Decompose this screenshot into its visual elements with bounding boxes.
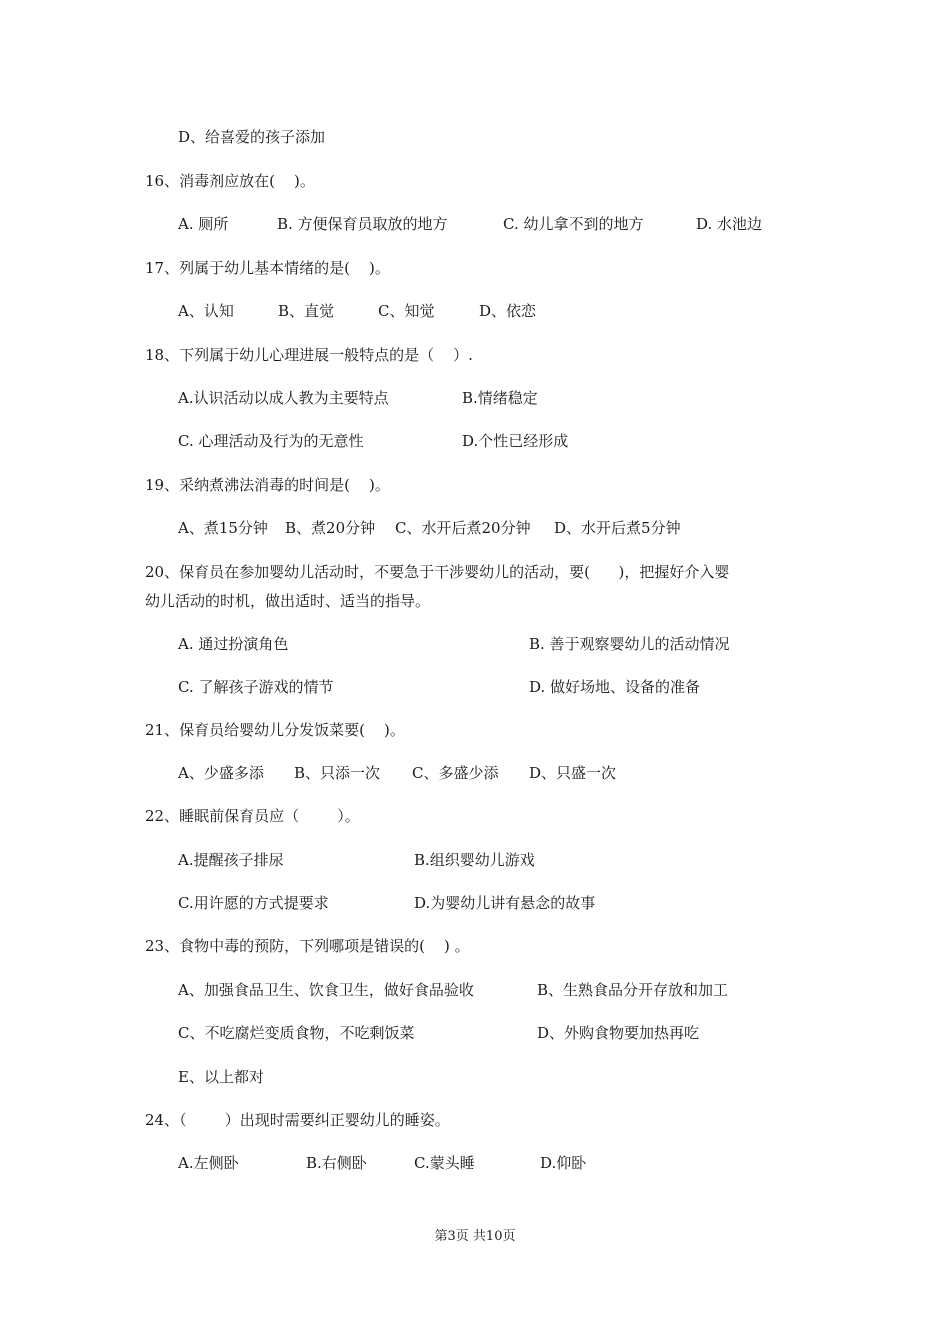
q18-option-b: B.情绪稳定	[462, 389, 538, 407]
question-22: 22、睡眠前保育员应（ ）。	[145, 807, 360, 825]
q23-option-a: A、加强食品卫生、饮食卫生，做好食品验收	[178, 981, 474, 999]
q22-option-b: B.组织婴幼儿游戏	[414, 851, 535, 869]
question-21: 21、保育员给婴幼儿分发饭菜要( )。	[145, 721, 405, 739]
q19-option-c: C、水开后煮20分钟	[395, 519, 531, 537]
q18-option-a: A.认识活动以成人教为主要特点	[178, 389, 389, 407]
q23-option-d: D、外购食物要加热再吃	[537, 1024, 700, 1042]
q24-option-a: A.左侧卧	[178, 1154, 239, 1172]
q20-option-d: D. 做好场地、设备的准备	[529, 678, 701, 696]
q16-option-c: C. 幼儿拿不到的地方	[503, 215, 644, 233]
q23-option-b: B、生熟食品分开存放和加工	[537, 981, 729, 999]
q20-option-a: A. 通过扮演角色	[178, 635, 289, 653]
q16-option-a: A. 厕所	[178, 215, 229, 233]
q20-option-b: B. 善于观察婴幼儿的活动情况	[529, 635, 730, 653]
q22-option-a: A.提醒孩子排尿	[178, 851, 284, 869]
q24-option-d: D.仰卧	[540, 1154, 587, 1172]
q19-option-d: D、水开后煮5分钟	[554, 519, 681, 537]
q23-option-c: C、不吃腐烂变质食物，不吃剩饭菜	[178, 1024, 415, 1042]
q23-option-e: E、以上都对	[178, 1068, 264, 1086]
q22-option-d: D.为婴幼儿讲有悬念的故事	[414, 894, 596, 912]
q20-option-c: C. 了解孩子游戏的情节	[178, 678, 334, 696]
q16-option-b: B. 方便保育员取放的地方	[277, 215, 448, 233]
q15-option-d: D、给喜爱的孩子添加	[178, 128, 326, 146]
q17-option-a: A、认知	[178, 302, 234, 320]
question-17: 17、列属于幼儿基本情绪的是( )。	[145, 259, 390, 277]
q24-option-c: C.蒙头睡	[414, 1154, 475, 1172]
q18-option-c: C. 心理活动及行为的无意性	[178, 432, 364, 450]
question-18: 18、下列属于幼儿心理进展一般特点的是（ ）.	[145, 346, 473, 364]
q19-option-a: A、煮15分钟	[178, 519, 268, 537]
page-footer: 第3页 共10页	[434, 1229, 516, 1244]
q22-option-c: C.用许愿的方式提要求	[178, 894, 329, 912]
question-20-line-1: 20、保育员在参加婴幼儿活动时，不要急于干涉婴幼儿的活动，要( )，把握好介入婴	[145, 563, 730, 581]
question-19: 19、采纳煮沸法消毒的时间是( )。	[145, 476, 390, 494]
q17-option-d: D、依恋	[479, 302, 537, 320]
q17-option-c: C、知觉	[378, 302, 435, 320]
question-24: 24、（ ）出现时需要纠正婴幼儿的睡姿。	[145, 1111, 450, 1129]
q21-option-c: C、多盛少添	[412, 764, 499, 782]
question-20-line-2: 幼儿活动的时机，做出适时、适当的指导。	[145, 592, 431, 610]
q21-option-a: A、少盛多添	[178, 764, 264, 782]
q21-option-b: B、只添一次	[294, 764, 381, 782]
q21-option-d: D、只盛一次	[529, 764, 617, 782]
q17-option-b: B、直觉	[278, 302, 335, 320]
q18-option-d: D.个性已经形成	[462, 432, 569, 450]
q16-option-d: D. 水池边	[696, 215, 763, 233]
q19-option-b: B、煮20分钟	[285, 519, 376, 537]
question-16: 16、消毒剂应放在( )。	[145, 172, 315, 190]
question-23: 23、食物中毒的预防，下列哪项是错误的( ) 。	[145, 937, 470, 955]
q24-option-b: B.右侧卧	[306, 1154, 367, 1172]
